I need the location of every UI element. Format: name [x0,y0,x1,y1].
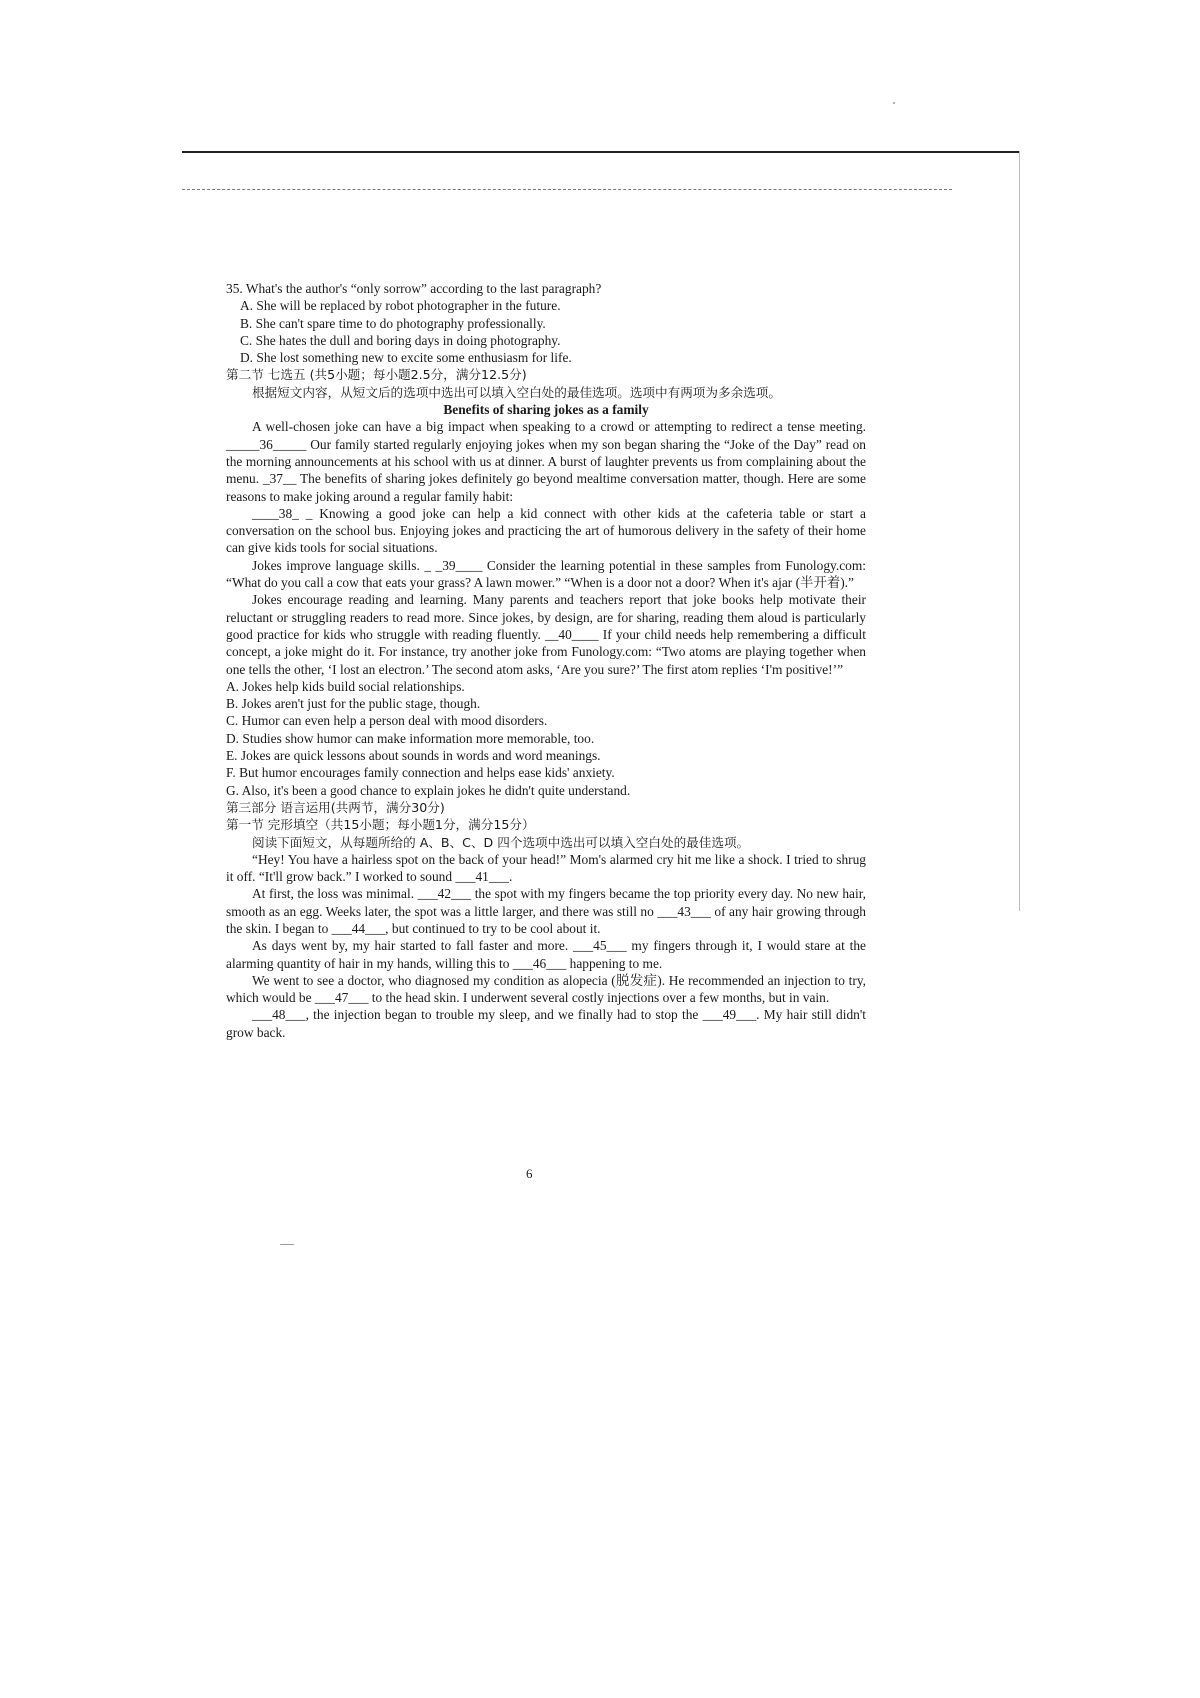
passage-paragraph: “Hey! You have a hairless spot on the back of your head!” Mom's alarmed cry hit me like a shock. I tried to shrug it off. “It'll grow back.” I worked to sound ___41___. [226,851,866,885]
answer-option: B. She can't spare time to do photography professionally. [240,315,546,331]
section-heading: 第一节 完形填空（共15小题；每小题1分，满分15分） [226,817,535,833]
passage-paragraph: ____38_ _ Knowing a good joke can help a kid connect with other kids at the cafeteria table or start a conversation on the school bus. Enjoying jokes and practicing the art of humorous delivery in the safety of their home can give kids tools for social situations. [226,505,866,556]
part-three-language-use [226,799,866,1041]
passage-paragraph: A well-chosen joke can have a big impact when speaking to a crowd or attempting to redirect a tense meeting. _____36_____ Our family started regularly enjoying jokes when my son began sharing the “Joke of the Day” read on the morning announcements at his school with us at dinner. A burst of laughter prevents us from complaining about the menu. _37__ The benefits of sharing jokes definitely go beyond mealtime conversation matter, though. Here are some reasons to make joking around a regular family habit: [226,419,866,504]
scan-border-right [1019,151,1020,911]
passage-paragraph: We went to see a doctor, who diagnosed my condition as alopecia (脱发症). He recommended an injection to try, which would be ___47___ to the head skin. I underwent several costly injections over a few months, but in vain. [226,972,866,1006]
answer-option: A. She will be replaced by robot photographer in the future. [240,298,561,314]
passage-paragraph: Jokes improve language skills. _ _39____ Consider the learning potential in these samples from Funology.com: “What do you call a cow that eats your grass? A lawn mower.” “When is a door not a door? When it's ajar (半开着).” [226,557,866,591]
page-number: 6 [526,1166,533,1181]
answer-option: D. She lost something new to excite some enthusiasm for life. [240,350,572,366]
scan-speck [280,1244,294,1245]
passage-paragraph: At first, the loss was minimal. ___42___ the spot with my fingers became the top priority every day. No new hair, smooth as an egg. Weeks later, the spot was a little larger, and there was still no ___43___ of any hair growing through the skin. I began to ___44___, but continued to try to be cool about it. [226,886,866,936]
section-instruction: 阅读下面短文，从每题所给的 A、B、C、D 四个选项中选出可以填入空白处的最佳选项。 [252,834,750,850]
choice-option: B. Jokes aren't just for the public stage, though. [226,696,481,712]
answer-option: C. She hates the dull and boring days in doing photography. [240,332,561,348]
choice-option: C. Humor can even help a person deal with mood disorders. [226,713,548,729]
passage-title: Benefits of sharing jokes as a family [443,402,649,418]
scan-dashed-rule [182,189,952,190]
section-seven-choose-five [226,366,866,798]
scan-border-top [182,151,1020,153]
scan-speck [893,102,895,104]
part-heading: 第三部分 语言运用(共两节，满分30分) [226,799,445,815]
choice-option: D. Studies show humor can make information more memorable, too. [226,730,595,746]
passage-paragraph: ___48___, the injection began to trouble my sleep, and we finally had to stop the ___49___. My hair still didn't grow back. [226,1007,866,1040]
question-stem: 35. What's the author's “only sorrow” according to the last paragraph? [226,281,602,296]
section-heading: 第二节 七选五 (共5小题；每小题2.5分，满分12.5分) [226,367,527,383]
choice-option: A. Jokes help kids build social relationships. [226,678,465,694]
exam-page [226,280,866,1041]
choice-option: E. Jokes are quick lessons about sounds in words and word meanings. [226,748,601,764]
passage-paragraph: Jokes encourage reading and learning. Many parents and teachers report that joke books help motivate their reluctant or struggling readers to read more. Since jokes, by design, are for sharing, reading them aloud is particularly good practice for kids who struggle with reading fluently. __40____ If your child needs help remembering a difficult concept, a joke might do it. For instance, try another joke from Funology.com: “Two atoms are playing together when one tells the other, ‘I lost an electron.’ The second atom asks, ‘Are you sure?’ The first atom replies ‘I'm positive!’” [226,592,866,677]
section-instruction: 根据短文内容，从短文后的选项中选出可以填入空白处的最佳选项。选项中有两项为多余选项。 [252,384,781,400]
choice-option: G. Also, it's been a good chance to explain jokes he didn't quite understand. [226,782,631,798]
choice-option: F. But humor encourages family connection and helps ease kids' anxiety. [226,765,615,781]
question-35 [226,280,866,366]
passage-paragraph: As days went by, my hair started to fall faster and more. ___45___ my fingers through it, I would stare at the alarming quantity of hair in my hands, willing this to ___46___ happening to me. [226,938,866,971]
